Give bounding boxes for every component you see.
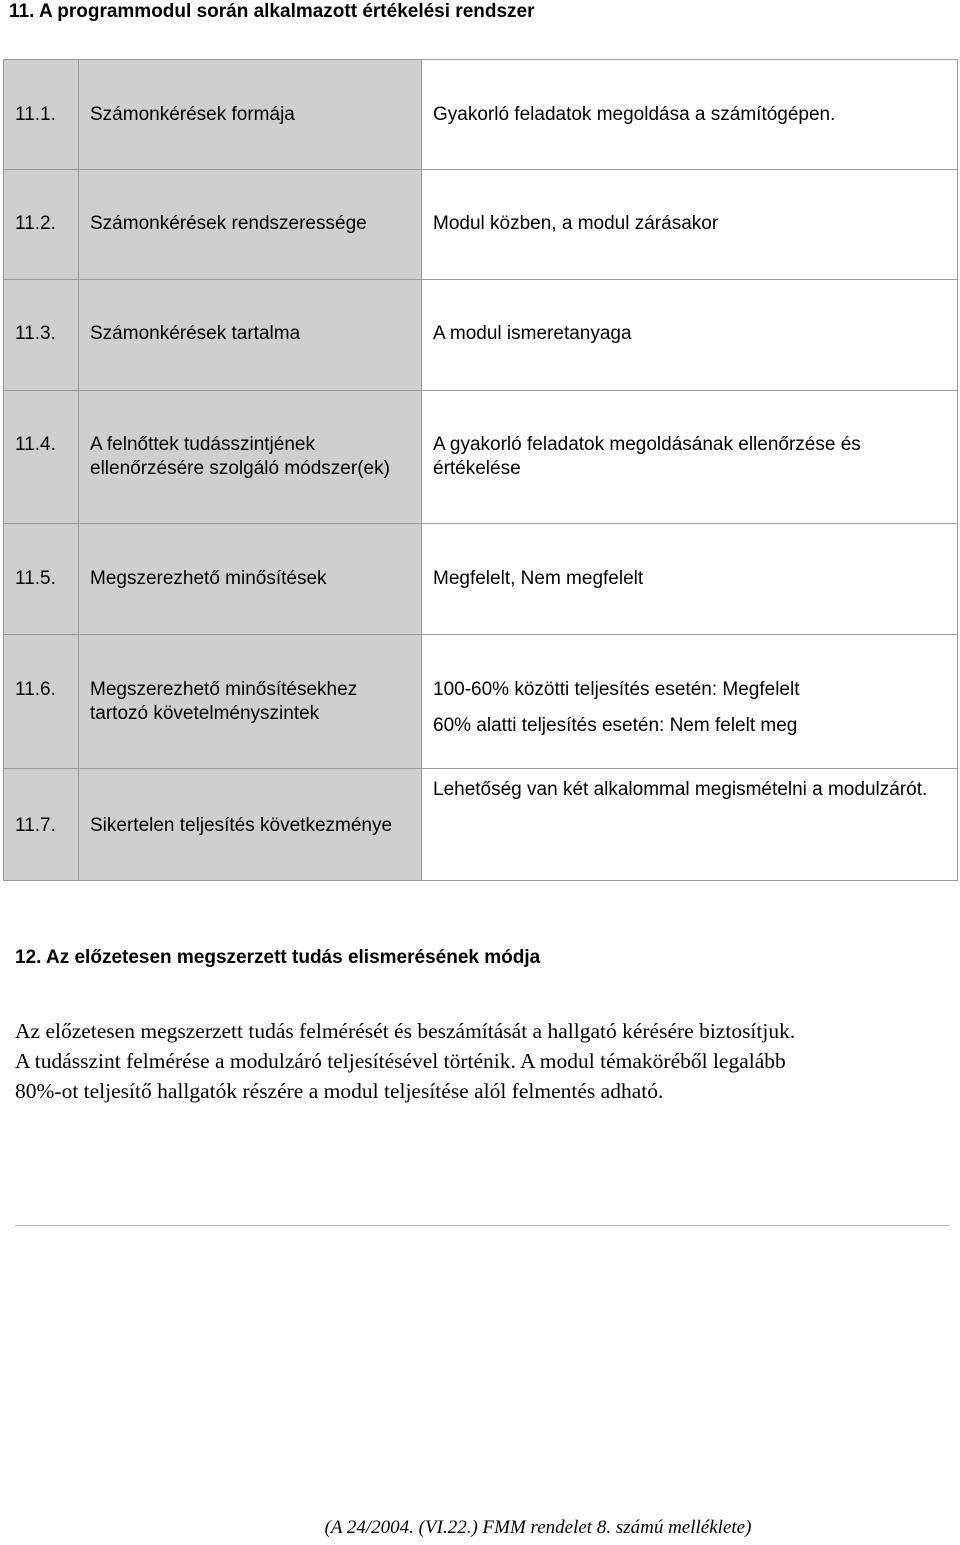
row-value: A gyakorló feladatok megoldásának ellenőrzése és értékelése (433, 434, 861, 479)
row-value: Lehetőség van két alkalommal megismételni a modulzárót. (433, 779, 928, 800)
row-label: Számonkérések formája (90, 104, 295, 125)
table-row (4, 635, 958, 769)
paragraph-line: 80%-ot teljesítő hallgatók részére a modul teljesítése alól felmentés adható. (15, 1079, 664, 1103)
row-label: Számonkérések tartalma (90, 323, 301, 344)
table-row (4, 170, 958, 280)
table-row (4, 60, 958, 170)
section-11-heading: 11. A programmodul során alkalmazott értékelési rendszer (9, 1, 535, 22)
table-row (4, 524, 958, 635)
row-value: Gyakorló feladatok megoldása a számítógépen. (433, 104, 836, 125)
table-row (4, 769, 958, 881)
row-label: Megszerezhető minősítések (90, 568, 327, 589)
page-footer: (A 24/2004. (VI.22.) FMM rendelet 8. számú melléklete) (324, 1517, 752, 1538)
row-value: A modul ismeretanyaga (433, 323, 632, 344)
row-number: 11.7. (15, 815, 56, 836)
row-value: Megfelelt, Nem megfelelt (433, 568, 644, 589)
recognition-paragraph (15, 1016, 945, 1106)
evaluation-table (3, 59, 958, 881)
paragraph-line: A tudásszint felmérése a modulzáró teljesítésével történik. A modul témaköréből legalább (15, 1049, 786, 1073)
paragraph-line: Az előzetesen megszerzett tudás felmérését és beszámítását a hallgató kérésére biztosítjuk. (15, 1019, 796, 1043)
row-number: 11.3. (15, 323, 56, 344)
table-row (4, 391, 958, 524)
row-value: 100-60% közötti teljesítés esetén: Megfelelt 60% alatti teljesítés esetén: Nem felelt meg (433, 679, 800, 736)
table-row (4, 280, 958, 391)
row-label: A felnőttek tudásszintjének ellenőrzésére szolgáló módszer(ek) (90, 434, 390, 479)
row-number: 11.2. (15, 213, 56, 234)
row-label: Sikertelen teljesítés következménye (90, 815, 393, 836)
row-number: 11.4. (15, 434, 56, 455)
row-number: 11.5. (15, 568, 56, 589)
row-value: Modul közben, a modul zárásakor (433, 213, 719, 234)
row-number: 11.6. (15, 679, 56, 700)
row-label: Számonkérések rendszeressége (90, 213, 367, 234)
section-12-heading: 12. Az előzetesen megszerzett tudás elismerésének módja (15, 947, 541, 968)
row-label: Megszerezhető minősítésekhez tartozó követelményszintek (90, 679, 358, 724)
row-number: 11.1. (15, 104, 56, 125)
divider (15, 1225, 950, 1226)
